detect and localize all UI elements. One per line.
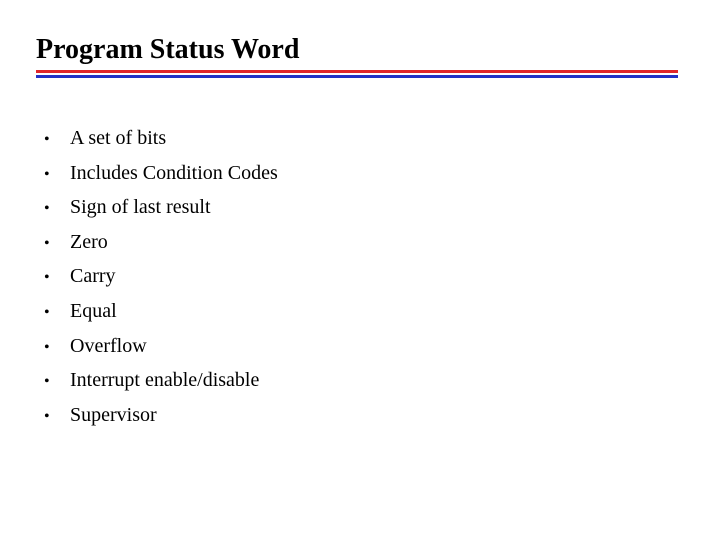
bullet-text: Carry <box>70 265 116 288</box>
bullet-list <box>44 121 278 432</box>
bullet-text: Overflow <box>70 334 147 357</box>
bullet-icon: • <box>44 234 50 252</box>
bullet-item <box>44 121 278 156</box>
bullet-icon: • <box>44 269 50 287</box>
bullet-item <box>44 363 278 398</box>
bullet-text: Includes Condition Codes <box>70 161 278 184</box>
bullet-item <box>44 225 278 260</box>
bullet-icon: • <box>44 303 50 321</box>
title-underline-blue <box>36 75 678 78</box>
bullet-text: Zero <box>70 230 108 253</box>
slide-title: Program Status Word <box>36 34 300 65</box>
bullet-icon: • <box>44 165 50 183</box>
bullet-item <box>44 398 278 433</box>
bullet-icon: • <box>44 373 50 391</box>
bullet-icon: • <box>44 407 50 425</box>
bullet-item <box>44 329 278 364</box>
bullet-text: Sign of last result <box>70 196 211 219</box>
bullet-item <box>44 190 278 225</box>
bullet-icon: • <box>44 131 50 148</box>
bullet-icon: • <box>44 200 50 218</box>
title-underline-red <box>36 70 678 73</box>
bullet-icon: • <box>44 338 50 356</box>
bullet-text: Supervisor <box>70 403 157 426</box>
bullet-text: Interrupt enable/disable <box>70 369 260 392</box>
bullet-item <box>44 156 278 191</box>
bullet-text: A set of bits <box>70 127 167 149</box>
bullet-text: Equal <box>70 299 117 322</box>
bullet-item <box>44 294 278 329</box>
bullet-item <box>44 259 278 294</box>
